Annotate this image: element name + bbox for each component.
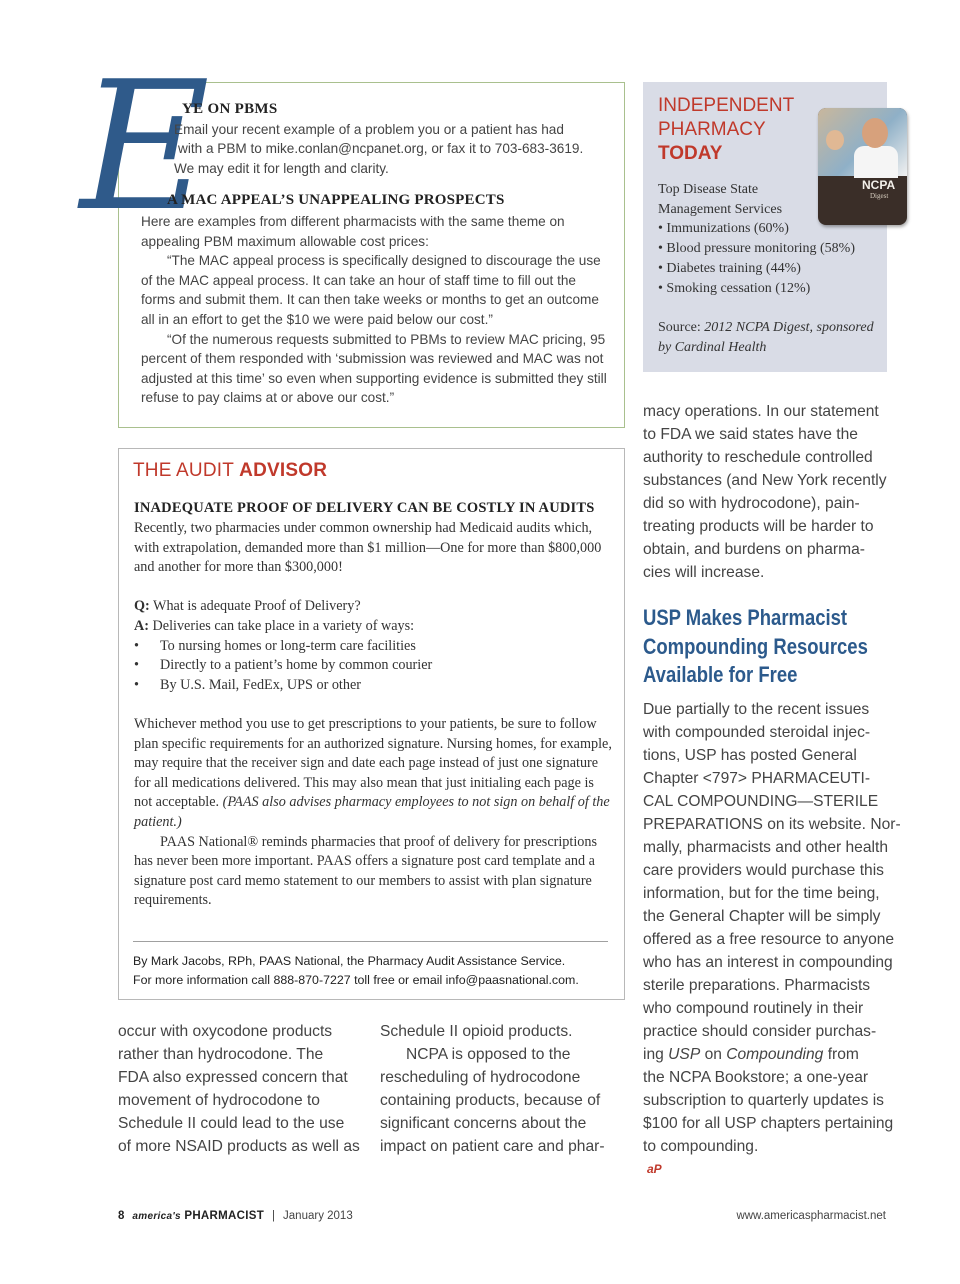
end-mark-logo: aP: [647, 1162, 662, 1176]
list-item: • Diabetes training (44%): [658, 260, 801, 276]
dropcap-letter: E: [80, 43, 210, 250]
audit-divider: [133, 941, 608, 942]
list-item: • Immunizations (60%): [658, 221, 789, 237]
cover-subtitle: Digest: [870, 192, 889, 200]
list-item: • Directly to a patient’s home by common courier: [134, 656, 612, 676]
footer-separator: |: [272, 1210, 276, 1222]
website-url: www.americaspharmacist.net: [736, 1210, 886, 1222]
cover-brand: NCPA: [862, 178, 896, 192]
audit-paragraph-2: PAAS National® reminds pharmacies that proof of delivery for prescriptions has never been more important. PAAS offers a signature post card template and a signature post card memo statement to our members to assist with plan signature requirements.: [134, 833, 597, 909]
audit-advisor-body: [134, 519, 612, 911]
mac-quote-1: “The MAC appeal process is specifically designed to discourage the use of the MAC appeal process. It can take an hour of staff time to fill out the forms and submit them. It can then take weeks or months to get an outcome all in an effort to get the $10 we were paid below our cost.”: [141, 253, 601, 327]
audit-credit: By Mark Jacobs, RPh, PAAS National, the Pharmacy Audit Assistance Service. For more information call 888-870-7227 toll free or email info@paasnational.com.: [133, 954, 579, 987]
delivery-ways-list: [134, 637, 612, 696]
column-1-text: occur with oxycodone products rather than hydrocodone. The FDA also expressed concern that movement of hydrocodone to Schedule II could lead to the use of more NSAID products as well as: [118, 1023, 360, 1155]
mac-appeal-body: [141, 212, 611, 408]
list-item: • To nursing homes or long-term care facilities: [134, 637, 612, 657]
audit-answer: A: Deliveries can take place in a variety of ways:: [134, 617, 415, 634]
eye-on-pbms-intro: Email your recent example of a problem you or a patient has had with a PBM to mike.conlan@ncpanet.org, or fax it to 703-683-3619. We may edit it for length and clarity.: [174, 122, 584, 176]
mac-intro: Here are examples from different pharmacists with the same theme on appealing PBM maximum allowable cost prices:: [141, 214, 565, 249]
issue-date: January 2013: [283, 1210, 353, 1222]
ipt-title: INDEPENDENT PHARMACY TODAY: [658, 95, 795, 164]
page-number: 8: [118, 1210, 125, 1222]
eye-on-pbms-title: YE ON PBMS: [182, 101, 278, 117]
usp-article-body: Due partially to the recent issues with compounded steroidal injec- tions, USP has posted General Chapter <797> PHARMACEUTI- CAL COMPOUNDING—STERILE PREPARATIONS on its website. Nor- mally, pharmacists and other health care providers would purchase this information, but for the time being, the General Chapter will be simply offered as a free resource to anyone who has an interest in compounding sterile preparations. Pharmacists who compound routinely in their practice should consider purchas- ing USP on Compounding from the NCPA Bookstore; a one-year subscription to quarterly updates is $100 for all USP chapters pertaining to compounding. aP: [643, 698, 901, 1181]
column-2-text: Schedule II opioid products. NCPA is opposed to the rescheduling of hydrocodone containing products, because of significant concerns about the impact on patient care and phar-: [380, 1023, 605, 1155]
mac-appeal-title: A MAC APPEAL’S UNAPPEALING PROSPECTS: [167, 192, 505, 208]
audit-paragraph-1: Whichever method you use to get prescriptions to your patients, be sure to follow plan specific requirements for an authorized signature. Nursing homes, for example, may require that the receiver sign and date each page instead of just one signature for all medications delivered. This may also mean that just initialing each page is not acceptable. (PAAS also advises pharmacy employees to not sign on behalf of the patient.): [134, 715, 612, 830]
audit-advisor-subtitle: INADEQUATE PROOF OF DELIVERY CAN BE COSTLY IN AUDITS: [134, 500, 595, 516]
mac-quote-2: “Of the numerous requests submitted to PBMs to review MAC pricing, 95 percent of them responded with ‘submission was reviewed and MAC was not adjusted at this time’ so even when supporting evidence is submitted they still refuse to pay claims at or above our cost.”: [141, 331, 607, 406]
ipt-source: Source: 2012 NCPA Digest, sponsored by Cardinal Health: [658, 320, 874, 355]
list-item: • Blood pressure monitoring (58%): [658, 241, 855, 257]
ipt-services-list: Top Disease State Management Services • Immunizations (60%) • Blood pressure monitoring (58%) • Diabetes training (44%) • Smoking cessation (12%): [658, 180, 883, 298]
magazine-logo: america's PHARMACIST: [132, 1210, 265, 1222]
audit-question: Q: What is adequate Proof of Delivery?: [134, 598, 361, 615]
usp-article-heading: USP Makes Pharmacist Compounding Resources Available for Free: [643, 605, 868, 687]
list-item: • By U.S. Mail, FedEx, UPS or other: [134, 676, 612, 696]
audit-advisor-heading: THE AUDIT ADVISOR: [133, 460, 328, 481]
audit-intro: Recently, two pharmacies under common ownership had Medicaid audits which, with extrapolation, demanded more than $1 million—One for more than $800,000 and another for more than $300,000!: [134, 520, 602, 576]
page-footer-left: [118, 1210, 353, 1222]
column-3-top-text: macy operations. In our statement to FDA we said states have the authority to reschedule controlled substances (and New York recently did so with hydrocodone), pain- treating products will be harder to obtain, and burdens on pharma- cies will increase.: [643, 403, 887, 581]
list-item: • Smoking cessation (12%): [658, 280, 811, 296]
